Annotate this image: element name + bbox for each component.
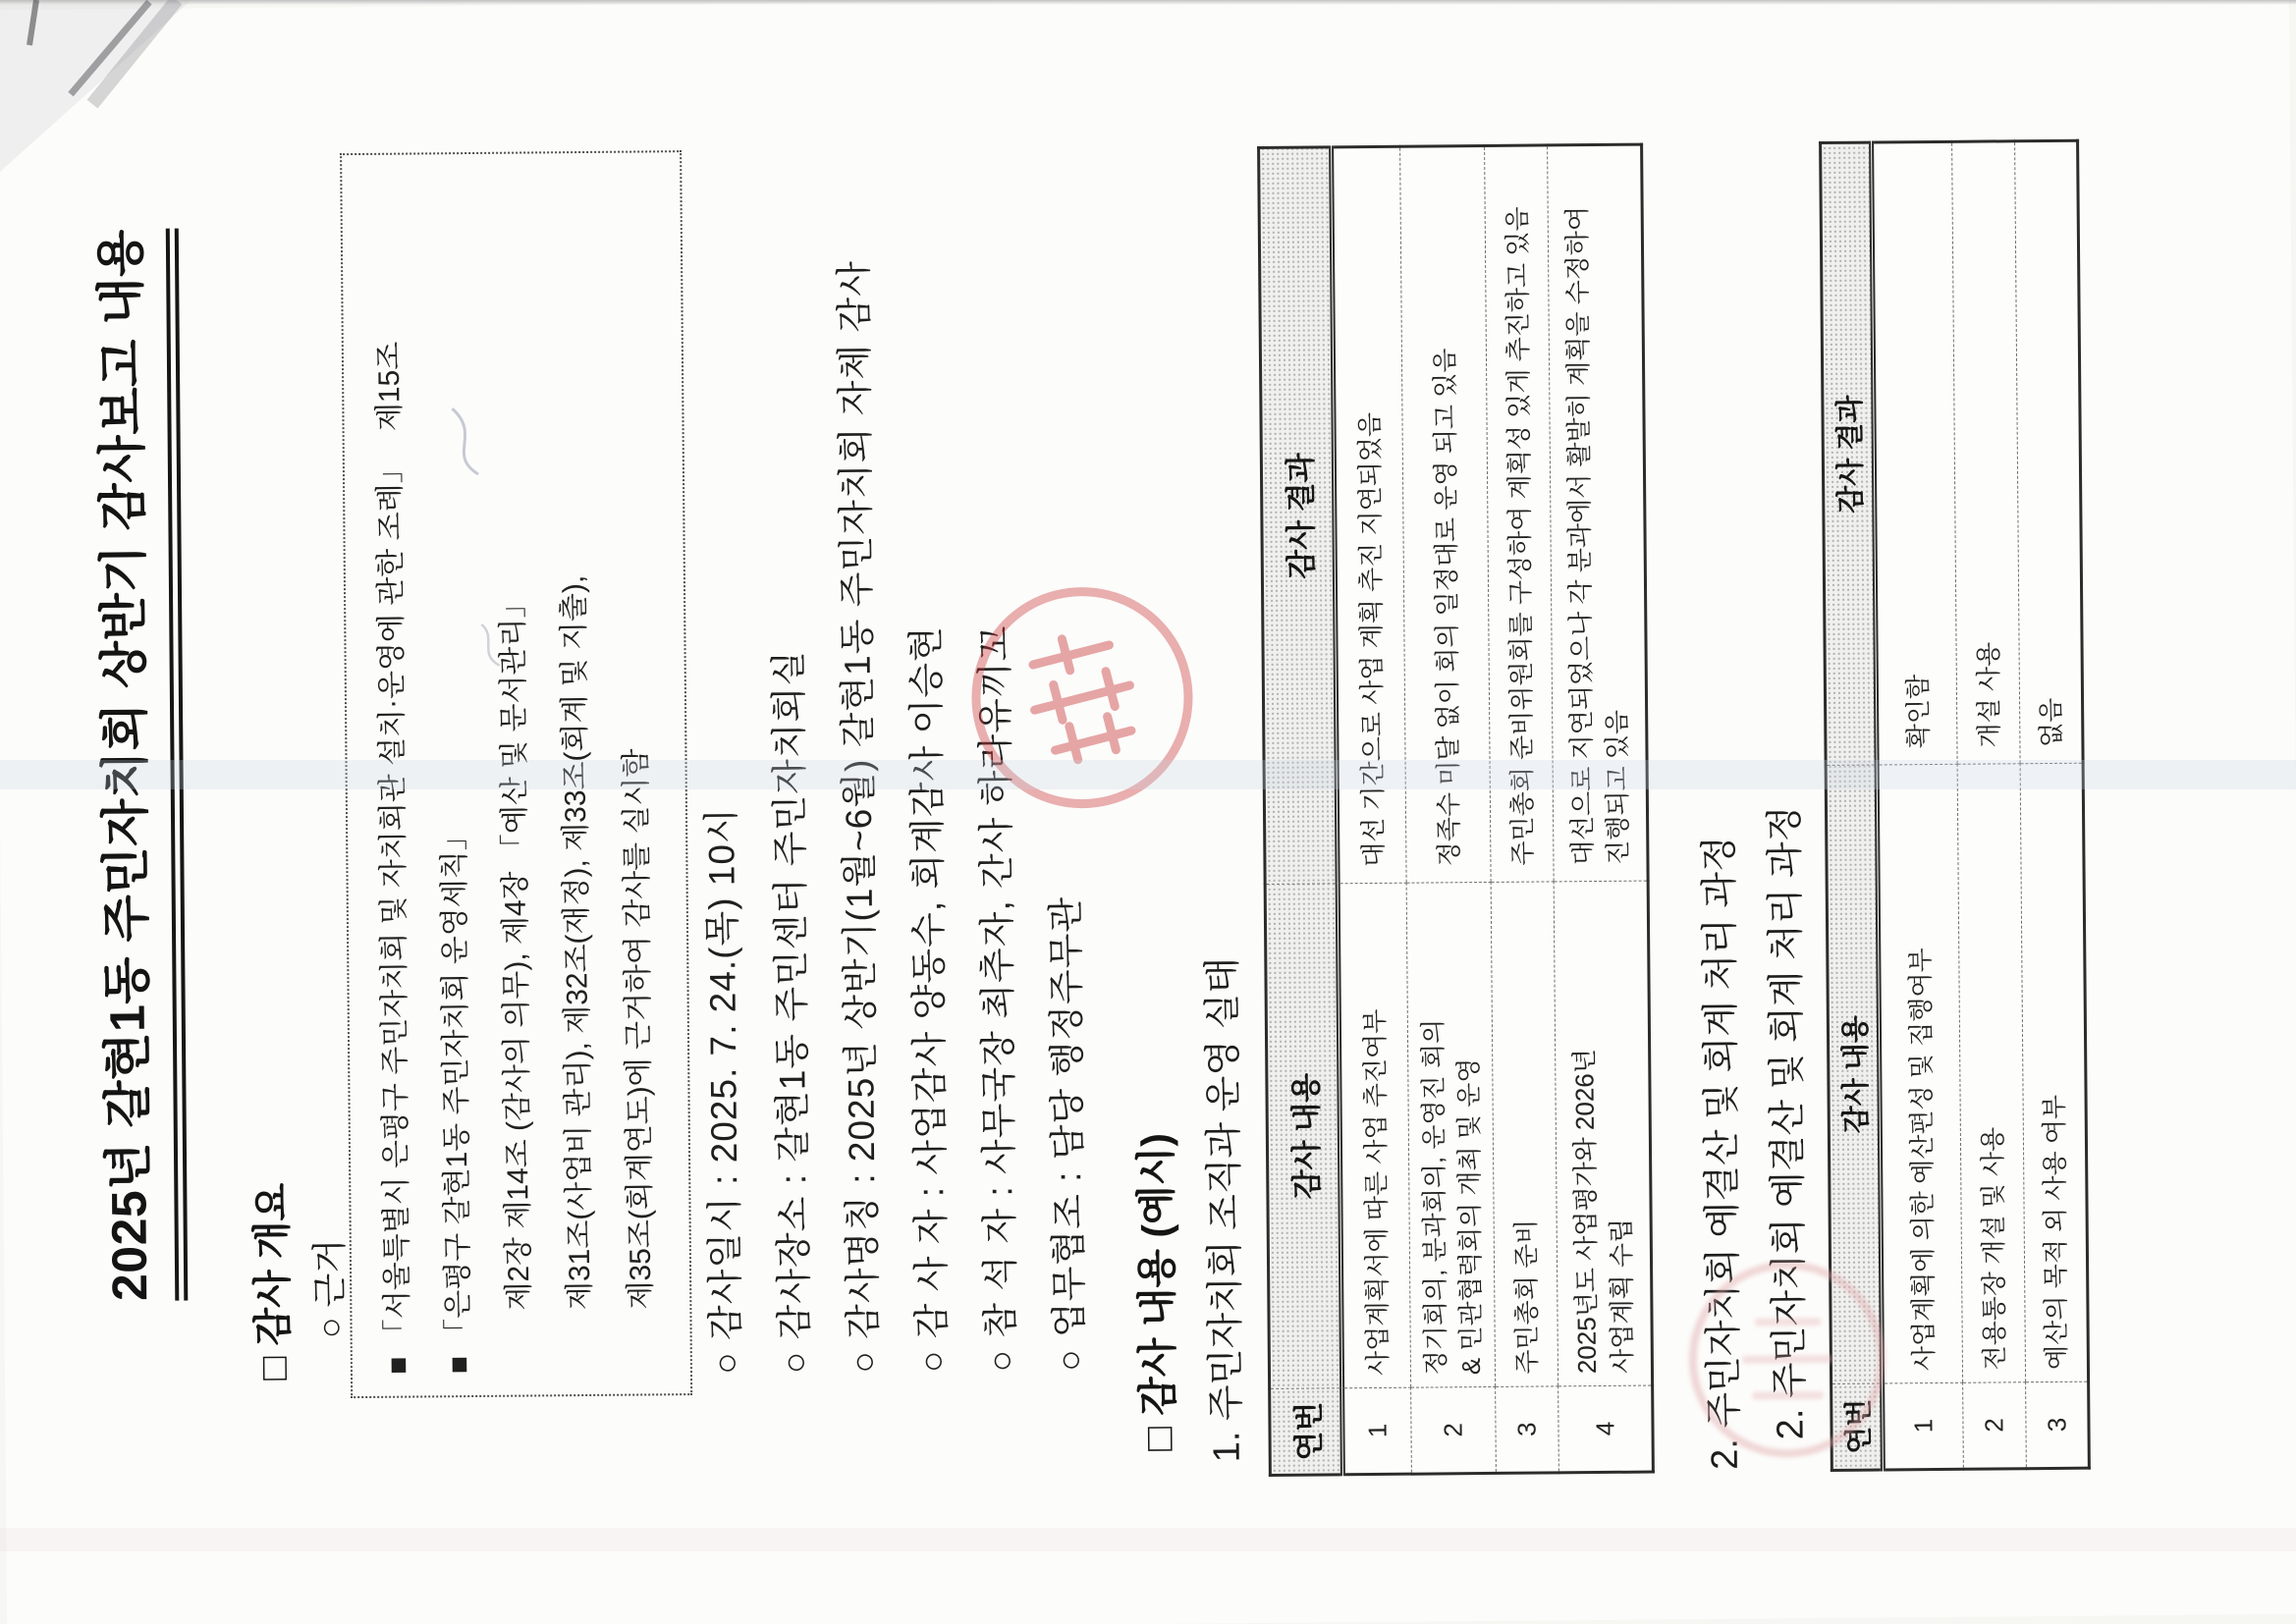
audit-meta-item: ○ 업무협조 : 담당 행정주무관	[1045, 895, 1090, 1372]
ghost-seal-icon	[1681, 1253, 1893, 1465]
table-cell: 2	[1963, 1382, 2027, 1470]
column-header: 감사 결과	[1821, 142, 1878, 765]
audit-meta-item: ○ 감사명칭 : 2025년 상반기(1월~6월) 갈현1동 주민자치회 자체 감사	[834, 259, 884, 1374]
section-content-heading: □ 감사 내용 (예시)	[1132, 1132, 1181, 1452]
audit-meta-item: ○ 감사장소 : 갈현1동 주민센터 주민자치회실	[768, 649, 815, 1375]
table-row	[2015, 140, 2090, 1469]
table-cell: 사업계획서에 따른 사업 추진여부	[1338, 883, 1410, 1388]
ghost-stamp	[1681, 1253, 1893, 1465]
legal-basis-line: 제35조(회계연도)에 근거하여 감사를 실시함	[620, 748, 658, 1310]
pen-squiggle-icon	[471, 621, 505, 670]
page-title: 2025년 갈현1동 주민자치회 상반기 감사보고 내용	[82, 229, 189, 1302]
table-cell: 주민총회 준비위원회를 구성하여 계획성 있게 추진하고 있음	[1485, 145, 1555, 883]
legal-basis-line: 제2장 제14조 (감사의 의무), 제4장 「예산 및 문서관리」	[496, 588, 536, 1311]
table-row	[1548, 144, 1654, 1473]
column-header: 감사 내용	[1826, 765, 1882, 1383]
scanner-edge-shadow	[0, 0, 2296, 5]
legal-basis-line: ■ 「은평구 갈현1동 주민자치회 운영세칙」	[438, 821, 475, 1375]
subsection-2-heading-ghost: 2. 주민자치회 예결산 및 회계 처리 과정	[1764, 805, 1812, 1440]
table-cell: 2025년도 사업평가와 2026년 사업계획 수립	[1554, 881, 1652, 1386]
audit-meta-item: ○ 참 석 자 : 사무국장 최추자, 간사 하라유끼꼬	[974, 624, 1021, 1373]
table-cell: 주민총회 준비	[1491, 882, 1558, 1387]
audit-meta-list	[683, 258, 1105, 1375]
organization-audit-table	[1257, 143, 1655, 1477]
table-cell: 3	[1496, 1386, 1559, 1474]
table-cell: 2	[1411, 1386, 1497, 1474]
column-header: 연번	[1270, 1388, 1343, 1476]
table-cell: 전용통장 개설 및 사용	[1957, 764, 2025, 1383]
scan-streak	[0, 1528, 2296, 1551]
column-header: 감사 결과	[1259, 147, 1339, 885]
table-cell: 4	[1558, 1385, 1654, 1473]
table-cell: 대선으로 지연되었으나 각 분과에서 활발히 계획을 수정하여 진행되고 있음	[1548, 144, 1649, 882]
table-cell: 정족수 미달 없이 회의 일정대로 운영 되고 있음	[1400, 145, 1492, 883]
table-cell: 예산의 목적 외 사용 여부	[2020, 763, 2088, 1382]
table-row	[1952, 141, 2027, 1470]
table-row	[1485, 145, 1559, 1474]
table-cell: 없음	[2015, 140, 2084, 764]
table-cell: 1	[1883, 1382, 1964, 1470]
paper-fold-crease	[0, 0, 246, 216]
pen-squiggle-icon	[438, 401, 490, 479]
subsection-2-heading: 2. 주민자치회 예결산 및 회계 처리 과정	[1699, 836, 1746, 1471]
legal-basis-line: ■ 「서울특별시 은평구 주민자치회 및 자치회관 설치·운영에 관한 조례」 제15조	[372, 341, 414, 1375]
table-cell: 사업계획에 의한 예산편성 및 집행여부	[1877, 764, 1962, 1383]
subsection-1-heading: 1. 주민자치회 조직과 운영 실태	[1202, 956, 1248, 1463]
section-overview-heading: □ 감사 개요	[250, 1182, 297, 1380]
table-cell: 3	[2026, 1381, 2090, 1469]
legal-basis-line: 제31조(사업비 관리), 제32조(재정), 제33조(회계 및 지출),	[557, 574, 597, 1311]
table-cell: 대선 기간으로 사업 계획 추진 지연되었음	[1332, 146, 1407, 884]
table-cell: 확인함	[1872, 141, 1958, 765]
audit-meta-item: ○ 감사일시 : 2025. 7. 24.(목) 10시	[700, 807, 746, 1375]
table-cell: 개설 사용	[1952, 141, 2021, 765]
table-row	[1332, 146, 1412, 1475]
column-header: 연번	[1831, 1383, 1884, 1470]
table-row	[1400, 145, 1497, 1474]
table-cell: 1	[1342, 1387, 1412, 1475]
scan-streak	[0, 760, 2296, 789]
column-header: 감사 내용	[1265, 884, 1341, 1389]
basis-label: ○ 근거	[308, 1238, 351, 1339]
table-cell: 정기회의, 분과회의, 운영진 회의 & 민관협력회의 개최 및 운영	[1406, 882, 1495, 1387]
audit-meta-item: ○ 감 사 자 : 사업감사 양동수, 회계감사 이승현	[905, 625, 953, 1374]
